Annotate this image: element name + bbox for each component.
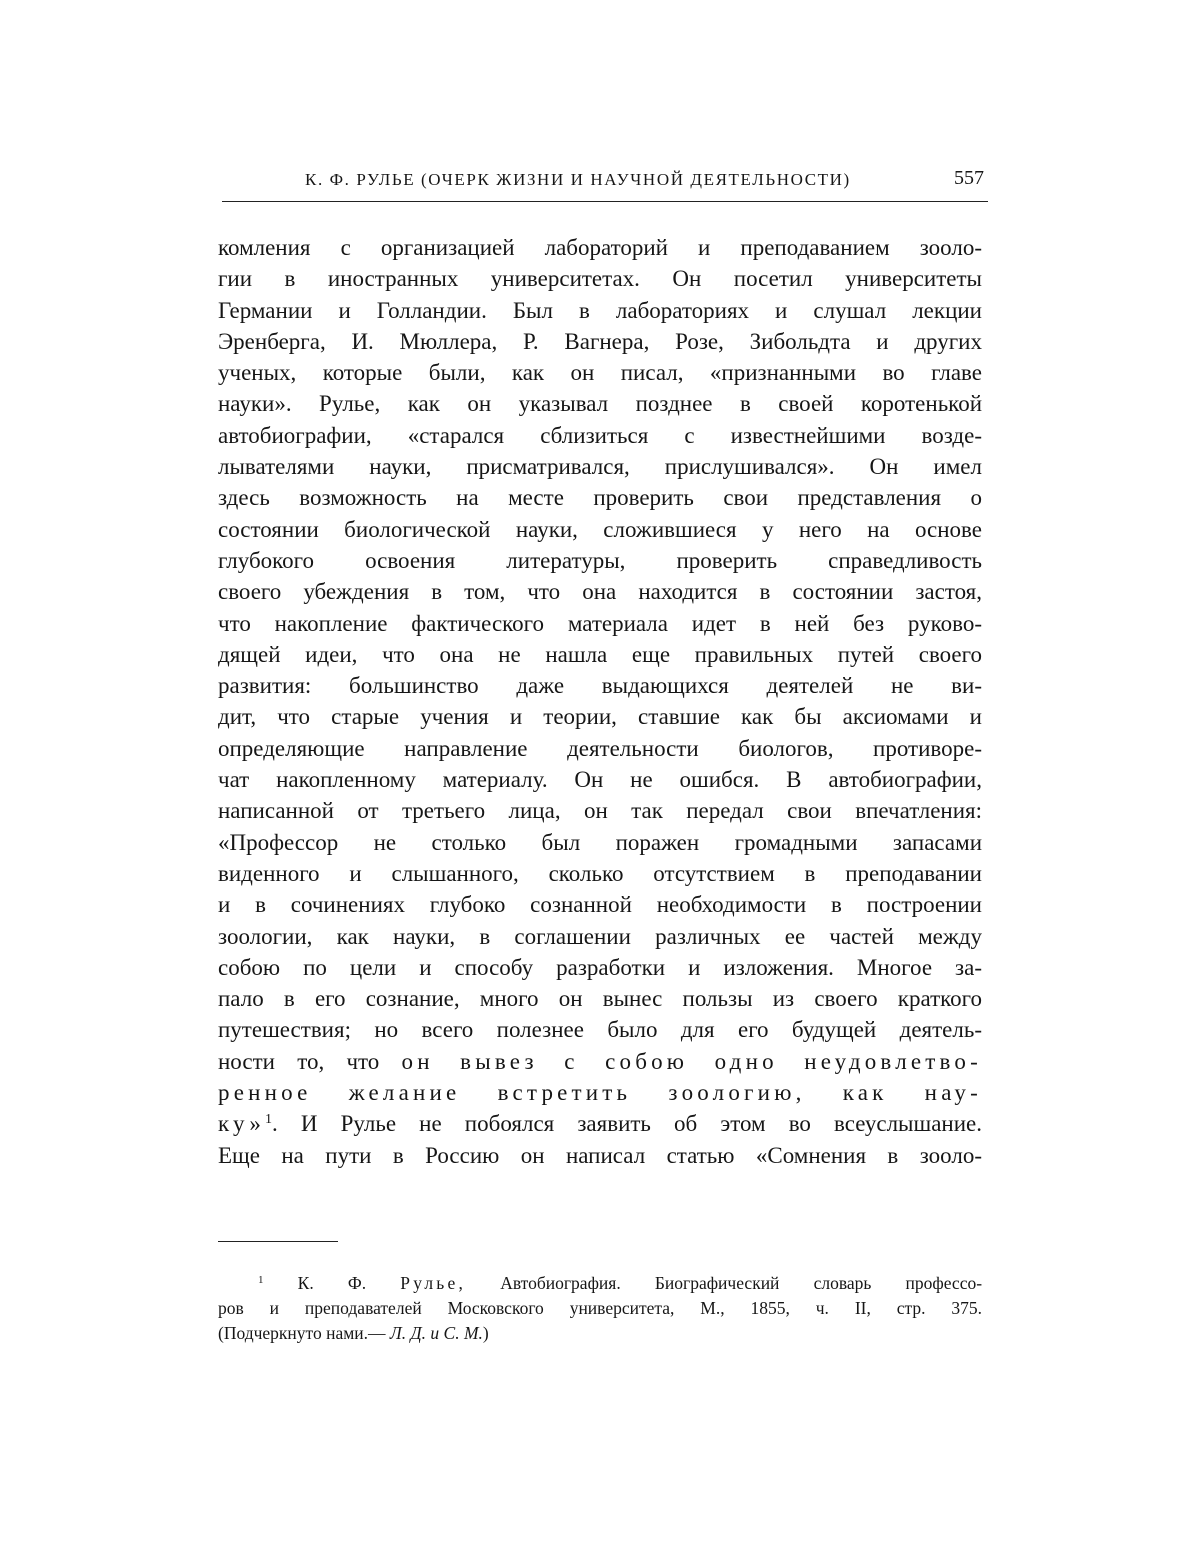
text-line: что накопление фактического материала идет в ней без руково- bbox=[218, 610, 982, 636]
emphasized-text-line: ренное желание встретить зоологию, как нау- bbox=[218, 1080, 982, 1106]
text-line: глубокого освоения литературы, проверить справедливость bbox=[218, 547, 982, 573]
text-line: науки». Рулье, как он указывал позднее в своей коротенькой bbox=[218, 391, 982, 417]
footnote-text: (Подчеркнуто нами.— bbox=[218, 1323, 390, 1343]
text-line: написанной от третьего лица, он так передал свои впечатления: bbox=[218, 798, 982, 824]
text-line: дит, что старые учения и теории, ставшие как бы аксиомами и bbox=[218, 704, 982, 730]
text-line: пало в его сознание, много он вынес пользы из своего краткого bbox=[218, 986, 982, 1012]
footnote-text: Автобиография. Биографический словарь профессо- bbox=[500, 1273, 983, 1293]
text-line: зоологии, как науки, в соглашении различных ее частей между bbox=[218, 923, 982, 949]
text-line: «Профессор не столько был поражен громадными запасами bbox=[218, 829, 982, 855]
text-line: и в сочинениях глубоко сознанной необходимости в построении bbox=[218, 892, 982, 918]
main-text bbox=[218, 232, 982, 1171]
footnote-author-name: Рулье, bbox=[400, 1273, 467, 1293]
footnote-line: ров и преподавателей Московского университета, М., 1855, ч. II, стр. 375. bbox=[218, 1298, 982, 1318]
text-line: виденного и слышанного, сколько отсутствием в преподавании bbox=[218, 860, 982, 886]
footnote-line bbox=[218, 1321, 982, 1346]
text-segment: ности то, что bbox=[218, 1048, 380, 1074]
text-line: определяющие направление деятельности биологов, противоре- bbox=[218, 735, 982, 761]
running-header bbox=[222, 166, 988, 198]
footnote-author: К. Ф. bbox=[297, 1273, 367, 1293]
text-line: ученых, которые были, как он писал, «признанными во главе bbox=[218, 360, 982, 386]
text-line bbox=[218, 1046, 982, 1077]
text-line: Эренберга, И. Мюллера, Р. Вагнера, Розе, Зибольдта и других bbox=[218, 328, 982, 354]
text-line: собою по цели и способу разработки и изложения. Многое за- bbox=[218, 954, 982, 980]
text-line: состоянии биологической науки, сложившиеся у него на основе bbox=[218, 516, 982, 542]
text-line: Еще на пути в Россию он написал статью «Сомнения в зооло- bbox=[218, 1142, 982, 1168]
footnote-text: ) bbox=[482, 1323, 489, 1343]
footnote-reference: 1 bbox=[265, 1112, 273, 1128]
footnote-authors: Л. Д. и С. М. bbox=[389, 1323, 483, 1343]
text-line: автобиографии, «старался сблизиться с известнейшими возде- bbox=[218, 422, 982, 448]
text-line: своего убеждения в том, что она находится в состоянии застоя, bbox=[218, 579, 982, 605]
text-line: дящей идеи, что она не нашла еще правильных путей своего bbox=[218, 641, 982, 667]
text-line bbox=[218, 1108, 982, 1139]
header-rule bbox=[222, 201, 988, 202]
text-line: путешествия; но всего полезнее было для его будущей деятель- bbox=[218, 1017, 982, 1043]
running-title: К. Ф. РУЛЬЕ (ОЧЕРК ЖИЗНИ И НАУЧНОЙ ДЕЯТЕЛЬНОСТИ) bbox=[305, 170, 851, 189]
page-number: 557 bbox=[954, 167, 984, 189]
footnote-marker: 1 bbox=[258, 1274, 264, 1286]
footnote-rule bbox=[218, 1241, 338, 1242]
emphasized-text: ку» bbox=[218, 1111, 266, 1137]
footnote bbox=[218, 1271, 982, 1346]
text-line: здесь возможность на месте проверить свои представления о bbox=[218, 485, 982, 511]
footnote-line bbox=[218, 1271, 982, 1296]
text-line: Германии и Голландии. Был в лабораториях и слушал лекции bbox=[218, 297, 982, 323]
text-line: лывателями науки, присматривался, прислушивался». Он имел bbox=[218, 454, 982, 480]
text-segment: . И Рулье не побоялся заявить об этом во всеуслышание. bbox=[272, 1111, 982, 1137]
text-line: чат накопленному материалу. Он не ошибся. В автобиографии, bbox=[218, 767, 982, 793]
text-line: развития: большинство даже выдающихся деятелей не ви- bbox=[218, 673, 982, 699]
text-line: гии в иностранных университетах. Он посетил университеты bbox=[218, 266, 982, 292]
emphasized-text: он вывез с собою одно неудовлетво- bbox=[401, 1048, 982, 1074]
text-line: комления с организацией лабораторий и преподаванием зооло- bbox=[218, 235, 982, 260]
